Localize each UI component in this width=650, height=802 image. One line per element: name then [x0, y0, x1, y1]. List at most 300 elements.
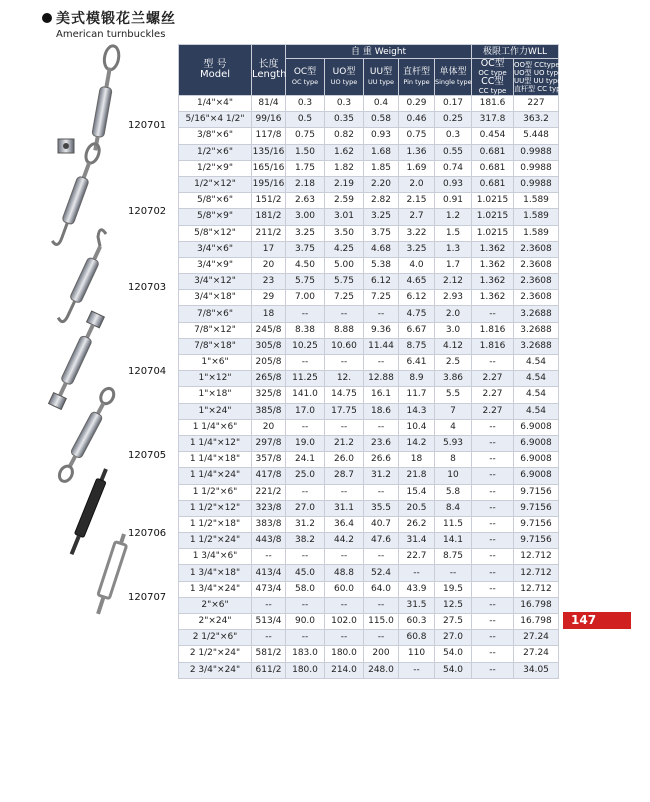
table-cell: 0.681 — [472, 176, 514, 192]
table-cell: 60.3 — [399, 614, 435, 630]
table-cell: 1.62 — [325, 144, 364, 160]
table-cell: 31.2 — [286, 516, 325, 532]
table-cell: 10 — [435, 468, 472, 484]
table-cell: 0.82 — [325, 128, 364, 144]
table-cell: 141.0 — [286, 387, 325, 403]
item-code-120705: 120705 — [128, 450, 167, 461]
table-cell: 1.362 — [472, 257, 514, 273]
table-cell: 1.589 — [514, 225, 559, 241]
table-cell: 3.0 — [435, 322, 472, 338]
table-cell-model: 1/2"×6" — [179, 144, 252, 160]
table-cell-model: 1 1/4"×18" — [179, 452, 252, 468]
table-cell: 0.75 — [399, 128, 435, 144]
table-cell: 24.1 — [286, 452, 325, 468]
table-cell: 0.3 — [325, 96, 364, 112]
table-cell: 3.2688 — [514, 338, 559, 354]
table-cell: 1.69 — [399, 160, 435, 176]
table-cell: -- — [364, 484, 399, 500]
table-cell-model: 2"×6" — [179, 597, 252, 613]
table-cell: 2.3608 — [514, 241, 559, 257]
table-cell: 2.27 — [472, 387, 514, 403]
turnbuckle-eye-eye-icon — [88, 45, 120, 152]
table-cell-model: 7/8"×6" — [179, 306, 252, 322]
table-cell: 9.7156 — [514, 516, 559, 532]
col-header-uu — [364, 59, 399, 96]
table-cell: 3.75 — [364, 225, 399, 241]
table-row — [179, 419, 559, 435]
table-row — [179, 646, 559, 662]
wll2-d: 直杆型 CC type — [514, 85, 565, 93]
table-cell: 99/16 — [252, 112, 286, 128]
table-cell: 0.93 — [364, 128, 399, 144]
table-row — [179, 274, 559, 290]
table-cell: 1.0215 — [472, 209, 514, 225]
table-cell: 4.54 — [514, 387, 559, 403]
table-cell-model: 3/4"×6" — [179, 241, 252, 257]
table-cell: 54.0 — [435, 662, 472, 678]
table-cell-model: 5/8"×6" — [179, 193, 252, 209]
table-cell: -- — [364, 597, 399, 613]
table-cell: 325/8 — [252, 387, 286, 403]
table-row — [179, 533, 559, 549]
table-cell-model: 2"×24" — [179, 614, 252, 630]
table-row — [179, 468, 559, 484]
table-cell: -- — [286, 597, 325, 613]
table-cell-model: 1 3/4"×24" — [179, 581, 252, 597]
table-cell: 0.681 — [472, 144, 514, 160]
col-header-uo — [325, 59, 364, 96]
table-cell: 0.35 — [325, 112, 364, 128]
table-cell: 1.362 — [472, 290, 514, 306]
table-cell: 3.25 — [286, 225, 325, 241]
table-cell: 9.7156 — [514, 500, 559, 516]
table-cell: -- — [364, 306, 399, 322]
table-cell: 2.93 — [435, 290, 472, 306]
table-row — [179, 112, 559, 128]
table-cell: -- — [472, 516, 514, 532]
table-cell-model: 1/2"×12" — [179, 176, 252, 192]
col-header-length — [252, 45, 286, 96]
table-cell: 4.54 — [514, 355, 559, 371]
table-cell: -- — [472, 468, 514, 484]
table-cell: 60.8 — [399, 630, 435, 646]
table-cell: 81/4 — [252, 96, 286, 112]
table-cell: 4.68 — [364, 241, 399, 257]
table-cell: 43.9 — [399, 581, 435, 597]
table-cell: 27.0 — [435, 630, 472, 646]
turnbuckle-jaw-icon — [58, 139, 74, 153]
table-cell: 12.5 — [435, 597, 472, 613]
table-cell: 0.91 — [435, 193, 472, 209]
table-cell: 12.712 — [514, 581, 559, 597]
col-header-wll-oo — [514, 59, 565, 96]
table-cell: 6.41 — [399, 355, 435, 371]
table-cell: 323/8 — [252, 500, 286, 516]
table-cell: 18 — [252, 306, 286, 322]
table-row — [179, 565, 559, 581]
table-cell: 26.2 — [399, 516, 435, 532]
table-cell: 21.2 — [325, 435, 364, 451]
table-cell: 21.8 — [399, 468, 435, 484]
table-cell: 3.2688 — [514, 306, 559, 322]
table-cell: 2.3608 — [514, 290, 559, 306]
page-title-en: American turnbuckles — [56, 29, 166, 40]
table-cell: 40.7 — [364, 516, 399, 532]
table-row — [179, 549, 559, 565]
table-cell: -- — [325, 597, 364, 613]
table-cell: 0.55 — [435, 144, 472, 160]
table-cell-model: 1/4"×4" — [179, 96, 252, 112]
table-row — [179, 160, 559, 176]
table-cell: -- — [325, 355, 364, 371]
single-en: Single type — [435, 78, 472, 86]
table-cell: 20.5 — [399, 500, 435, 516]
table-cell: 26.6 — [364, 452, 399, 468]
table-cell: 363.2 — [514, 112, 559, 128]
wll2-b: UO型 UO type — [514, 69, 563, 77]
table-cell: 1.36 — [399, 144, 435, 160]
product-image-panel — [36, 44, 176, 624]
table-cell: -- — [472, 419, 514, 435]
turnbuckle-pipe-icon — [67, 467, 111, 556]
table-cell: 5.75 — [325, 274, 364, 290]
table-row — [179, 614, 559, 630]
table-cell: 180.0 — [286, 662, 325, 678]
table-cell-model: 2 1/2"×6" — [179, 630, 252, 646]
table-cell-model: 1 1/2"×6" — [179, 484, 252, 500]
table-cell: 4.12 — [435, 338, 472, 354]
table-cell: 9.7156 — [514, 533, 559, 549]
turnbuckle-frame-icon — [92, 532, 129, 616]
table-cell: 27.5 — [435, 614, 472, 630]
table-cell: 17 — [252, 241, 286, 257]
table-row — [179, 500, 559, 516]
table-cell-model: 3/4"×12" — [179, 274, 252, 290]
table-cell: 17.75 — [325, 403, 364, 419]
table-cell: 17.0 — [286, 403, 325, 419]
table-cell: 6.12 — [399, 290, 435, 306]
table-cell: -- — [286, 355, 325, 371]
table-cell: 1.50 — [286, 144, 325, 160]
table-cell: 4 — [435, 419, 472, 435]
table-cell: 8.4 — [435, 500, 472, 516]
table-cell: 0.29 — [399, 96, 435, 112]
table-cell: 0.5 — [286, 112, 325, 128]
table-cell: 38.2 — [286, 533, 325, 549]
table-cell: 14.75 — [325, 387, 364, 403]
table-cell: 245/8 — [252, 322, 286, 338]
table-cell: -- — [472, 435, 514, 451]
table-cell: 0.454 — [472, 128, 514, 144]
table-cell: 473/4 — [252, 581, 286, 597]
table-row — [179, 516, 559, 532]
table-cell-model: 1 1/2"×24" — [179, 533, 252, 549]
table-cell: 2.59 — [325, 193, 364, 209]
table-cell: 12.712 — [514, 549, 559, 565]
table-cell: 214.0 — [325, 662, 364, 678]
table-cell-model: 3/4"×18" — [179, 290, 252, 306]
table-cell: 2.15 — [399, 193, 435, 209]
table-cell: 1.68 — [364, 144, 399, 160]
table-cell: 8 — [435, 452, 472, 468]
page-title-cn: 美式模锻花兰螺丝 — [56, 11, 176, 27]
table-cell: 64.0 — [364, 581, 399, 597]
table-cell: -- — [286, 549, 325, 565]
table-cell: 2.12 — [435, 274, 472, 290]
table-row — [179, 306, 559, 322]
table-cell: 45.0 — [286, 565, 325, 581]
table-cell: 443/8 — [252, 533, 286, 549]
table-cell: 1.589 — [514, 209, 559, 225]
table-cell: 22.7 — [399, 549, 435, 565]
table-cell: 5.00 — [325, 257, 364, 273]
table-cell: 181.6 — [472, 96, 514, 112]
table-cell: -- — [472, 355, 514, 371]
table-cell: 14.3 — [399, 403, 435, 419]
table-cell: -- — [286, 419, 325, 435]
wll1-a: OC型 — [480, 58, 505, 69]
table-cell: 0.3 — [286, 96, 325, 112]
turnbuckle-hook-hook-icon — [57, 229, 112, 326]
table-cell: -- — [325, 549, 364, 565]
table-row — [179, 225, 559, 241]
table-cell: 2.3608 — [514, 274, 559, 290]
table-cell: -- — [325, 484, 364, 500]
table-cell: 18.6 — [364, 403, 399, 419]
table-cell: 31.1 — [325, 500, 364, 516]
table-cell: 248.0 — [364, 662, 399, 678]
table-cell: 2.0 — [399, 176, 435, 192]
model-en: Model — [199, 69, 231, 80]
wll1-d: CC type — [478, 87, 507, 95]
table-cell: 9.7156 — [514, 484, 559, 500]
table-cell: 2.20 — [364, 176, 399, 192]
table-cell: -- — [472, 662, 514, 678]
table-cell: 211/2 — [252, 225, 286, 241]
table-cell: 0.75 — [286, 128, 325, 144]
table-cell: 60.0 — [325, 581, 364, 597]
table-cell: 1.7 — [435, 257, 472, 273]
table-cell: -- — [325, 419, 364, 435]
single-cn: 单体型 — [439, 67, 467, 77]
table-cell-model: 1"×6" — [179, 355, 252, 371]
table-cell: 10.4 — [399, 419, 435, 435]
table-cell: 1.362 — [472, 274, 514, 290]
table-cell: 0.4 — [364, 96, 399, 112]
table-cell: 16.1 — [364, 387, 399, 403]
table-cell: 383/8 — [252, 516, 286, 532]
table-cell: 513/4 — [252, 614, 286, 630]
uo-en: UO type — [330, 78, 358, 86]
table-cell: 27.0 — [286, 500, 325, 516]
table-row — [179, 452, 559, 468]
turnbuckle-jaw-jaw-icon — [49, 311, 105, 409]
table-row — [179, 355, 559, 371]
table-cell: 2.27 — [472, 371, 514, 387]
table-cell: -- — [364, 355, 399, 371]
table-cell: 36.4 — [325, 516, 364, 532]
table-row — [179, 241, 559, 257]
page-header — [42, 8, 176, 40]
table-cell: 117/8 — [252, 128, 286, 144]
table-cell: 12. — [325, 371, 364, 387]
table-cell: -- — [364, 419, 399, 435]
table-cell: 165/16 — [252, 160, 286, 176]
table-cell: 6.12 — [364, 274, 399, 290]
table-row — [179, 484, 559, 500]
table-cell: 8.38 — [286, 322, 325, 338]
table-cell: 20 — [252, 257, 286, 273]
table-cell: 3.75 — [286, 241, 325, 257]
table-cell: 1.85 — [364, 160, 399, 176]
table-cell: 31.4 — [399, 533, 435, 549]
table-cell: 6.9008 — [514, 452, 559, 468]
bullet-icon — [42, 13, 52, 23]
item-code-120701: 120701 — [128, 120, 167, 131]
uu-cn: UU型 — [369, 67, 393, 77]
table-cell: 11.7 — [399, 387, 435, 403]
spec-table-body — [179, 96, 559, 679]
wll1-b: OC type — [478, 69, 507, 77]
table-cell-model: 1"×24" — [179, 403, 252, 419]
table-cell: 31.2 — [364, 468, 399, 484]
table-cell: -- — [472, 646, 514, 662]
item-code-120704: 120704 — [128, 366, 167, 377]
table-cell: 297/8 — [252, 435, 286, 451]
table-cell: 4.54 — [514, 403, 559, 419]
table-cell: 135/16 — [252, 144, 286, 160]
table-cell: 413/4 — [252, 565, 286, 581]
table-cell: -- — [472, 452, 514, 468]
table-row — [179, 209, 559, 225]
table-cell: 0.3 — [435, 128, 472, 144]
table-cell: 35.5 — [364, 500, 399, 516]
table-cell-model: 3/8"×6" — [179, 128, 252, 144]
table-cell: 14.1 — [435, 533, 472, 549]
table-cell: 7.25 — [364, 290, 399, 306]
table-cell: -- — [252, 597, 286, 613]
wll1-c: CC型 — [481, 76, 504, 87]
weight-cn: 自 重 — [350, 46, 372, 57]
table-cell: -- — [286, 484, 325, 500]
table-row — [179, 338, 559, 354]
table-row — [179, 193, 559, 209]
col-header-wll: 极限工作力WLL — [472, 45, 559, 59]
spec-table-wrapper — [178, 44, 565, 679]
col-header-oc — [286, 59, 325, 96]
table-cell: 227 — [514, 96, 559, 112]
table-cell: 0.9988 — [514, 144, 559, 160]
table-cell: 10.60 — [325, 338, 364, 354]
table-cell: 1.5 — [435, 225, 472, 241]
table-cell: 7.00 — [286, 290, 325, 306]
table-cell: 102.0 — [325, 614, 364, 630]
weight-en: Weight — [374, 46, 407, 57]
table-cell: 4.54 — [514, 371, 559, 387]
table-cell: 8.88 — [325, 322, 364, 338]
table-cell: -- — [472, 484, 514, 500]
table-cell: 2.5 — [435, 355, 472, 371]
table-cell: 6.9008 — [514, 419, 559, 435]
table-cell-model: 2 3/4"×24" — [179, 662, 252, 678]
table-cell: 305/8 — [252, 338, 286, 354]
table-cell: 31.5 — [399, 597, 435, 613]
table-cell: 28.7 — [325, 468, 364, 484]
table-cell: -- — [472, 533, 514, 549]
table-cell: 0.93 — [435, 176, 472, 192]
table-cell: 5.8 — [435, 484, 472, 500]
table-cell: 12.88 — [364, 371, 399, 387]
table-cell: -- — [472, 581, 514, 597]
item-code-120702: 120702 — [128, 206, 167, 217]
table-cell: 265/8 — [252, 371, 286, 387]
table-cell: -- — [435, 565, 472, 581]
wll2-a: OO型 CCtype — [514, 61, 560, 69]
table-cell: 3.22 — [399, 225, 435, 241]
table-cell: -- — [472, 614, 514, 630]
table-cell: -- — [364, 549, 399, 565]
table-cell-model: 1 1/4"×24" — [179, 468, 252, 484]
turnbuckle-hook-eye-icon — [52, 141, 102, 247]
table-cell: 5.75 — [286, 274, 325, 290]
table-cell: 2.82 — [364, 193, 399, 209]
table-cell-model: 1 3/4"×6" — [179, 549, 252, 565]
table-cell: -- — [364, 630, 399, 646]
table-cell-model: 1 1/2"×18" — [179, 516, 252, 532]
table-cell: 23 — [252, 274, 286, 290]
table-cell: 11.25 — [286, 371, 325, 387]
table-cell: 90.0 — [286, 614, 325, 630]
col-header-pin — [399, 59, 435, 96]
table-cell: 1.82 — [325, 160, 364, 176]
table-cell: 6.67 — [399, 322, 435, 338]
col-header-model — [179, 45, 252, 96]
table-cell: 2.0 — [435, 306, 472, 322]
table-cell: 317.8 — [472, 112, 514, 128]
table-cell: 1.362 — [472, 241, 514, 257]
table-cell: 385/8 — [252, 403, 286, 419]
pin-cn: 直杆型 — [402, 67, 430, 77]
table-row — [179, 96, 559, 112]
table-cell: -- — [286, 630, 325, 646]
table-cell: 9.36 — [364, 322, 399, 338]
model-cn: 型 号 — [203, 59, 227, 70]
table-cell: 4.50 — [286, 257, 325, 273]
table-cell: 4.75 — [399, 306, 435, 322]
table-cell: 0.681 — [472, 160, 514, 176]
table-cell-model: 1 1/4"×12" — [179, 435, 252, 451]
table-cell: -- — [399, 662, 435, 678]
table-cell: 1.0215 — [472, 193, 514, 209]
table-cell-model: 5/8"×9" — [179, 209, 252, 225]
table-cell: -- — [472, 630, 514, 646]
table-row — [179, 581, 559, 597]
length-cn: 长度 — [258, 59, 279, 70]
table-cell: 2.3608 — [514, 257, 559, 273]
table-cell: 221/2 — [252, 484, 286, 500]
table-cell: 180.0 — [325, 646, 364, 662]
table-cell: 5.93 — [435, 435, 472, 451]
table-cell: 2.63 — [286, 193, 325, 209]
table-cell-model: 7/8"×18" — [179, 338, 252, 354]
table-cell: 611/2 — [252, 662, 286, 678]
table-cell: 1.589 — [514, 193, 559, 209]
table-cell-model: 3/4"×9" — [179, 257, 252, 273]
table-cell: 26.0 — [325, 452, 364, 468]
table-row — [179, 322, 559, 338]
table-row — [179, 630, 559, 646]
spec-table — [178, 44, 565, 679]
